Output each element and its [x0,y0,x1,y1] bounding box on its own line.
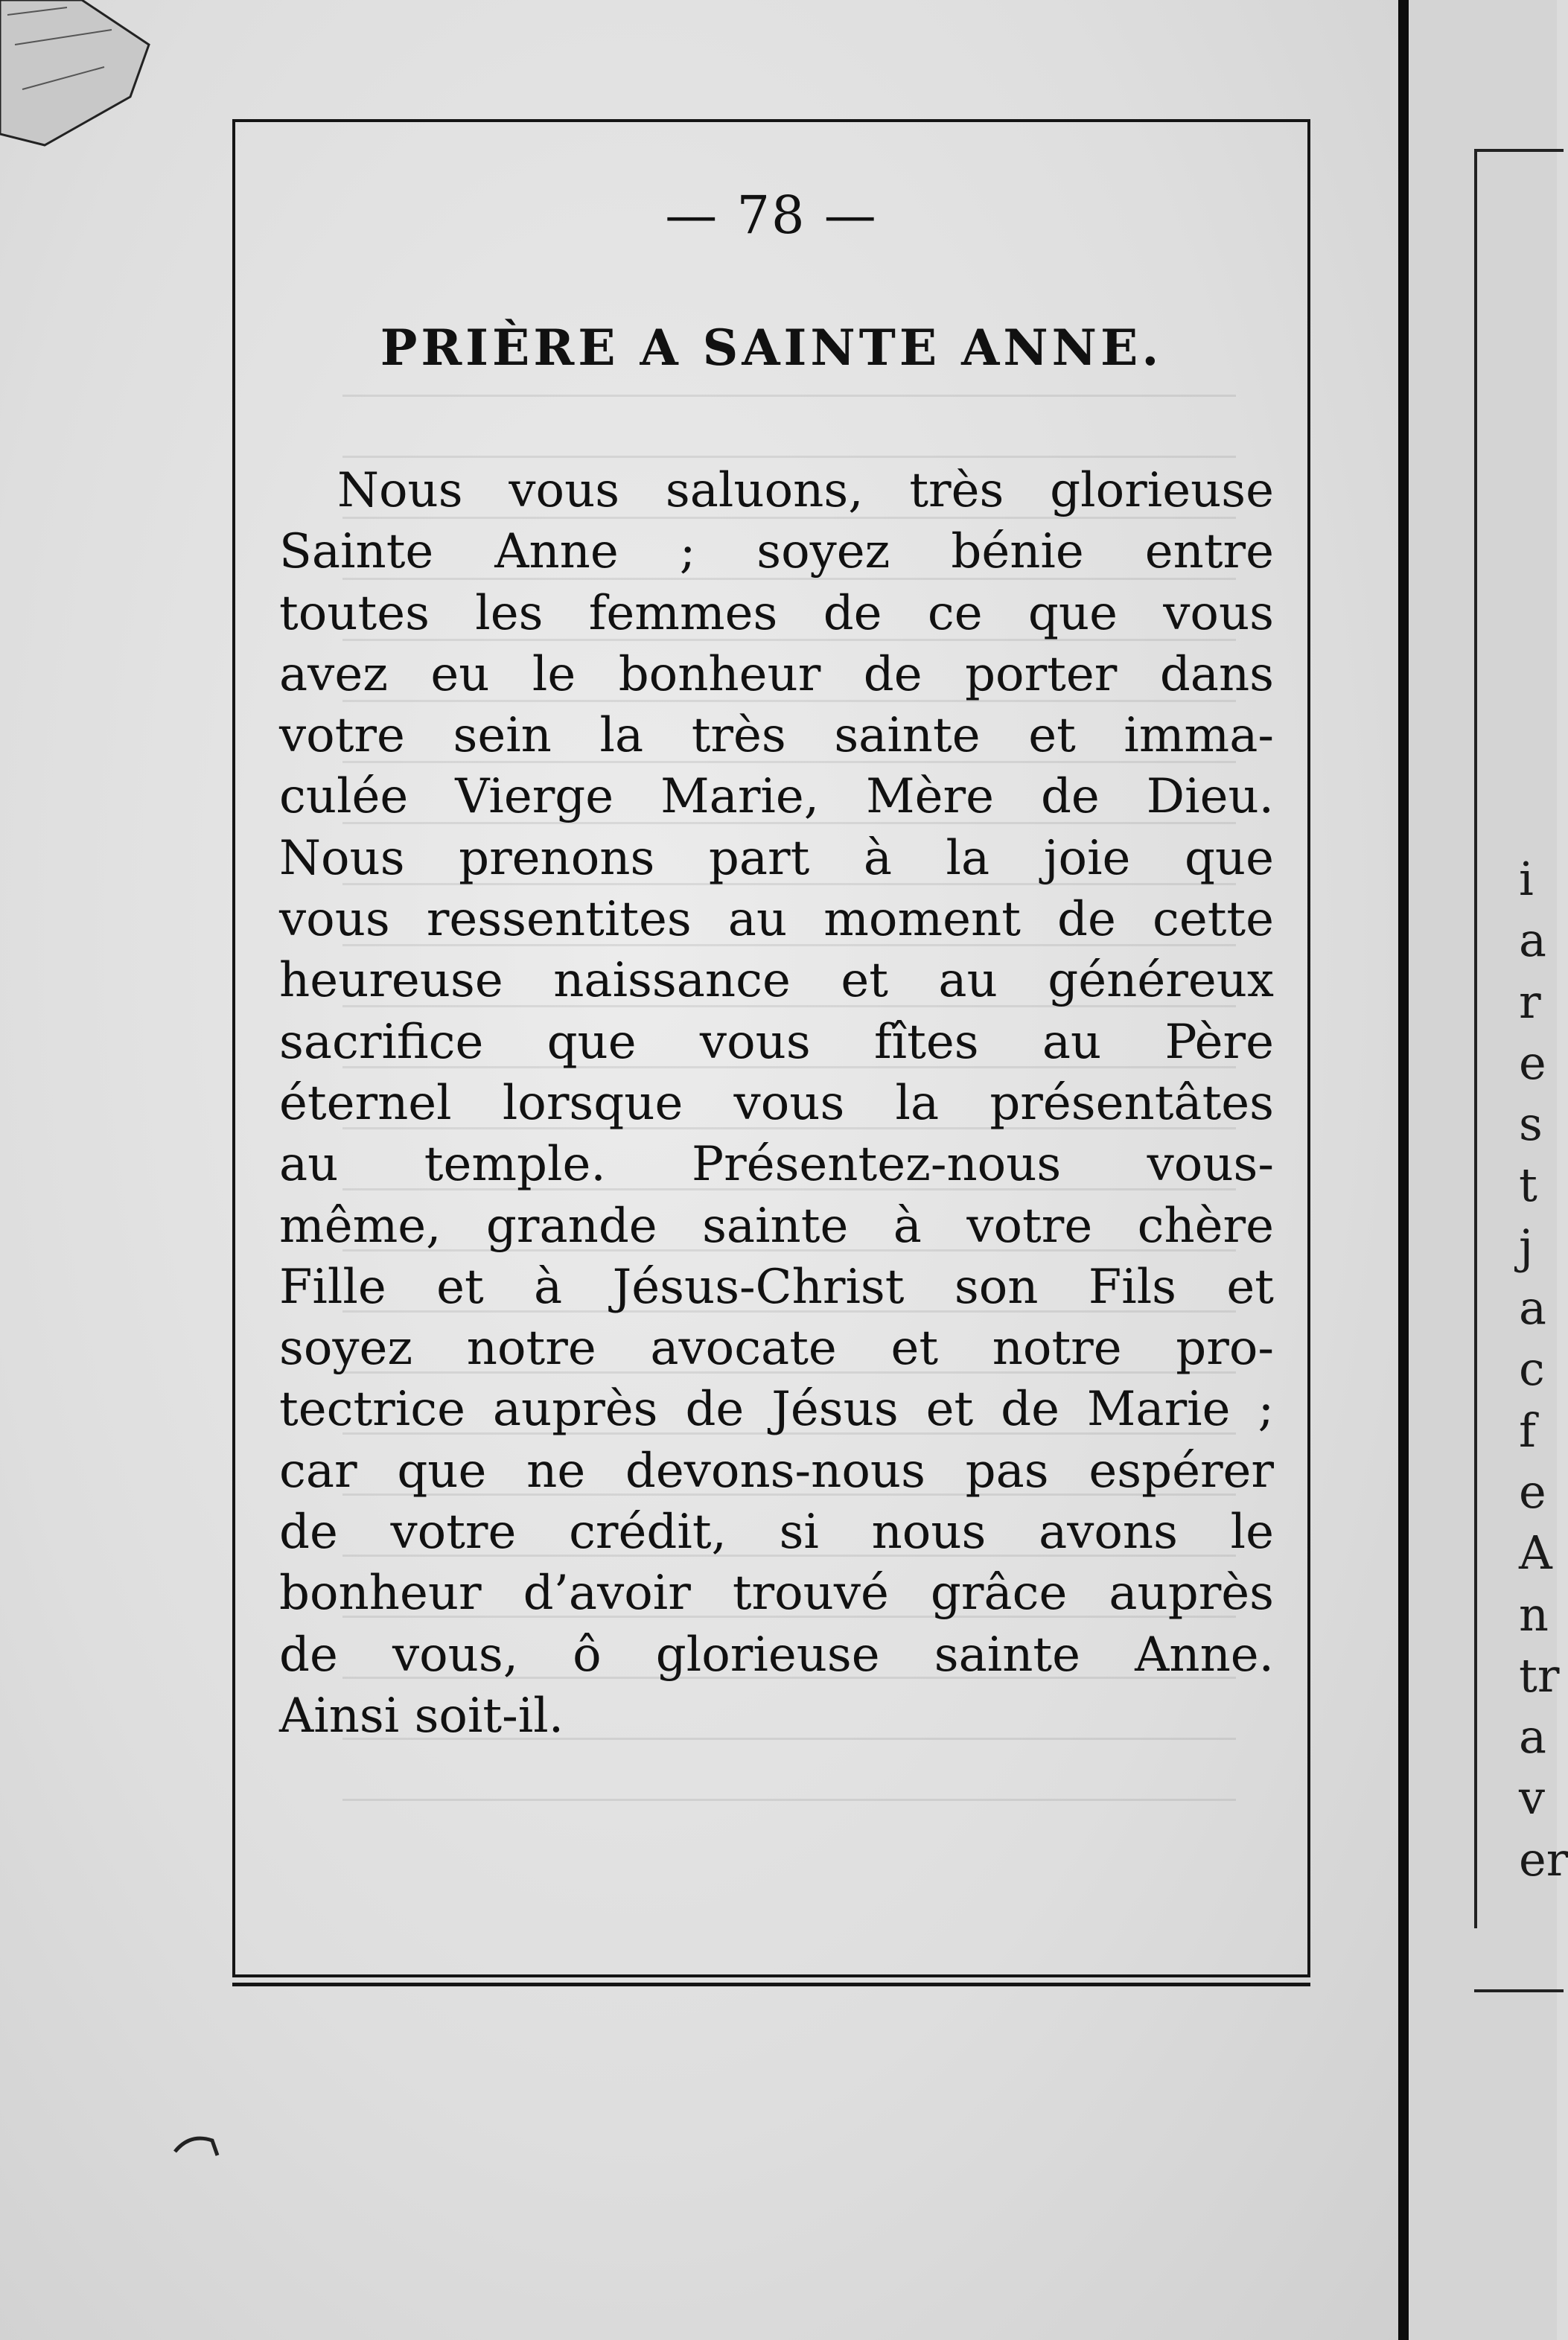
facing-letter: i [1519,852,1534,906]
body-line: Nous prenons part à la joie que [279,830,1274,886]
body-line: au temple. Présentez-nous vous- [279,1137,1274,1193]
ink-mark [171,2129,223,2159]
facing-letter: r [1519,974,1541,1029]
facing-letter: f [1519,1403,1536,1458]
body-line: soyez notre avocate et notre pro- [279,1321,1274,1377]
facing-letter: a [1519,1709,1546,1764]
body-line: sacrifice que vous fîtes au Père [279,1014,1274,1070]
facing-letter: a [1519,913,1546,968]
body-line: culée Vierge Marie, Mère de Dieu. [279,769,1274,825]
body-line: de votre crédit, si nous avons le [279,1505,1274,1560]
facing-letter: c [1519,1342,1545,1397]
body-line: Sainte Anne ; soyez bénie entre [279,524,1274,580]
facing-letter: tr [1519,1648,1560,1703]
prayer-title: PRIÈRE A SAINTE ANNE. [380,319,1163,377]
gutter-line [1398,0,1409,2340]
page-number: — 78 — [665,185,878,246]
facing-letter: A [1519,1526,1552,1581]
facing-letter: j [1519,1219,1534,1274]
body-line: votre sein la très sainte et imma- [279,708,1274,764]
facing-page-letters [1519,849,1568,1890]
facing-frame-top [1474,149,1564,152]
facing-letter: er [1519,1831,1568,1887]
facing-frame-bottom [1474,1989,1564,1992]
facing-letter: a [1519,1281,1546,1336]
bottom-rule [232,1983,1310,1986]
body-line: heureuse naissance et au généreux [279,953,1274,1009]
body-line: de vous, ô glorieuse sainte Anne. [279,1627,1274,1683]
facing-letter: e [1519,1035,1546,1090]
body-line: même, grande sainte à votre chère [279,1198,1274,1254]
body-line: toutes les femmes de ce que vous [279,585,1274,641]
facing-letter: s [1519,1097,1543,1152]
body-line: avez eu le bonheur de porter dans [279,646,1274,702]
facing-page-edge [1409,0,1568,2340]
facing-letter: t [1519,1158,1537,1213]
body-line: car que ne devons-nous pas espérer [279,1443,1274,1499]
body-line: bonheur d’avoir trouvé grâce auprès [279,1566,1274,1622]
facing-letter: n [1519,1587,1549,1642]
body-line: tectrice auprès de Jésus et de Marie ; [279,1382,1274,1438]
body-line: éternel lorsque vous la présentâtes [279,1075,1274,1131]
facing-letter: e [1519,1464,1546,1519]
facing-letter: v [1519,1770,1546,1826]
body-line: vous ressentites au moment de cette [279,892,1274,948]
body-line: Nous vous saluons, très glorieuse [337,463,1274,518]
body-line: Fille et à Jésus-Christ son Fils et [279,1259,1274,1315]
prayer-body [279,460,1274,1747]
facing-frame-left [1474,149,1477,1928]
body-line: Ainsi soit-il. [279,1688,564,1744]
torn-corner-decoration [0,0,156,149]
